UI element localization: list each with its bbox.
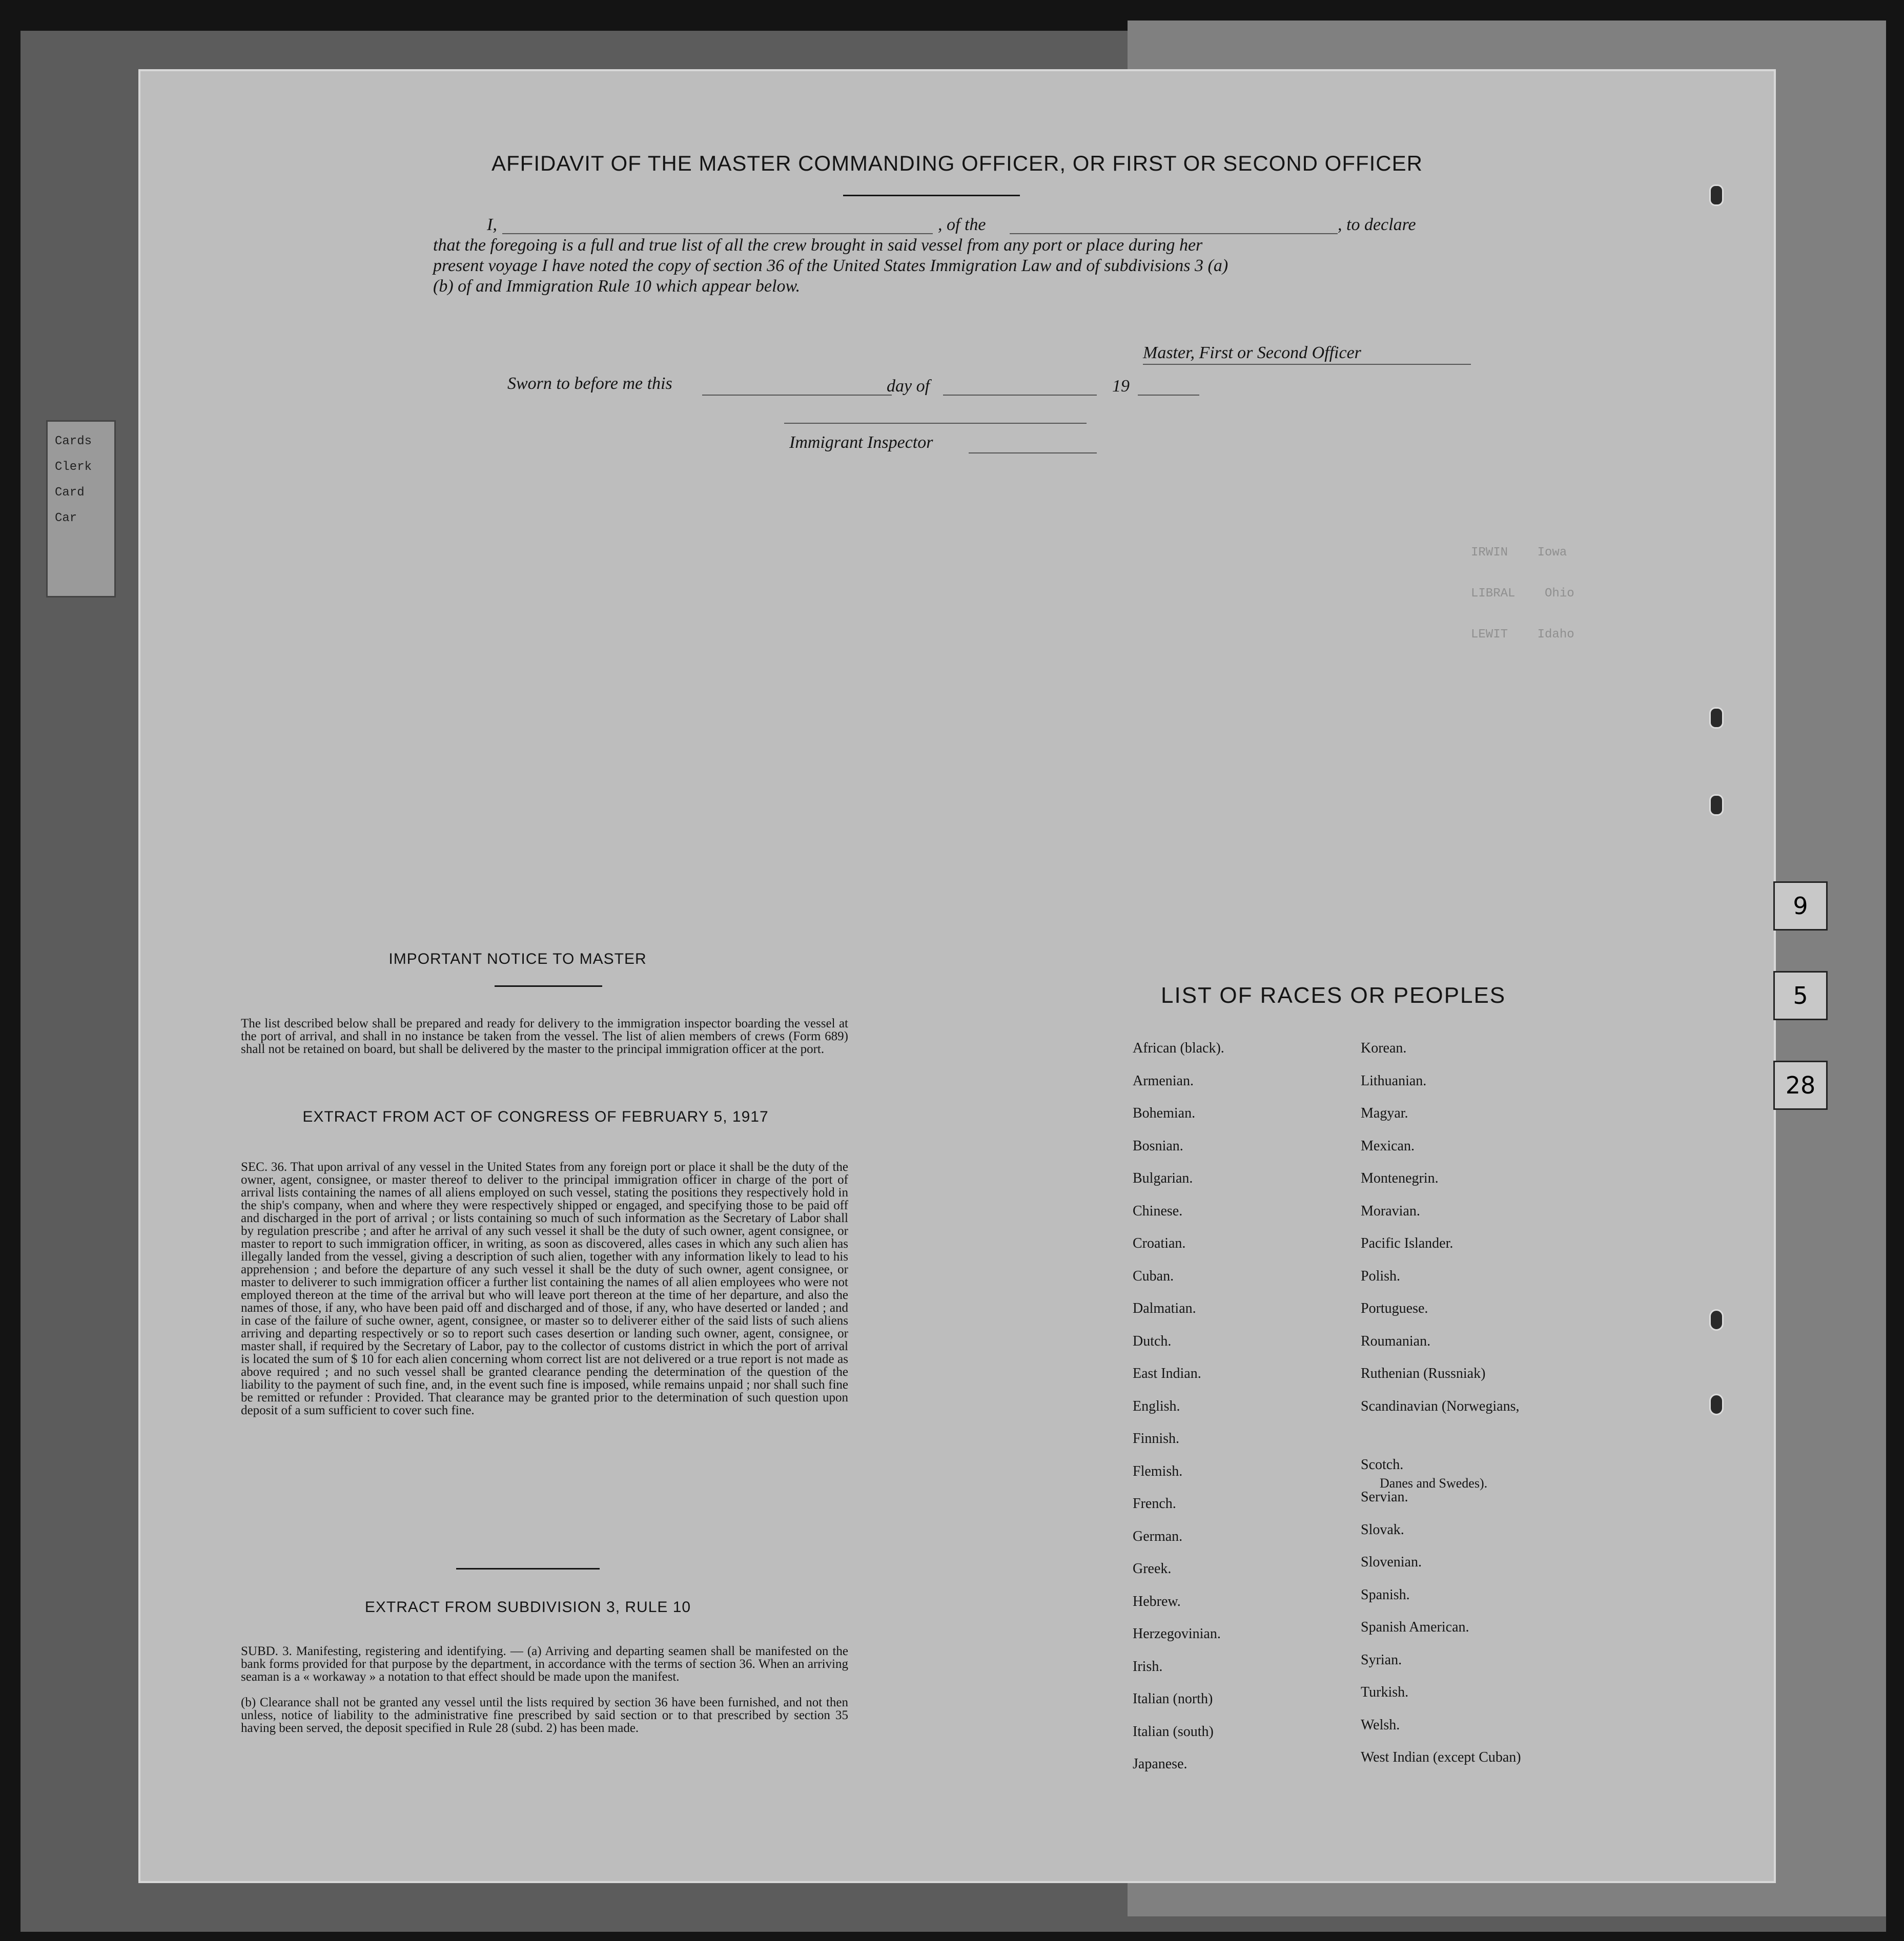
race-item: Syrian.	[1361, 1651, 1402, 1668]
race-item: French.	[1133, 1496, 1176, 1512]
race-item: Bosnian.	[1133, 1138, 1183, 1154]
race-item: Polish.	[1361, 1268, 1401, 1284]
race-item: Turkish.	[1361, 1684, 1409, 1700]
race-item: English.	[1133, 1398, 1180, 1414]
race-item: Cuban.	[1133, 1268, 1174, 1284]
inspector-label: Immigrant Inspector	[789, 433, 933, 452]
race-item: Montenegrin.	[1361, 1170, 1439, 1186]
race-item: Dalmatian.	[1133, 1300, 1196, 1316]
race-item: Armenian.	[1133, 1072, 1194, 1089]
race-item: Slovenian.	[1361, 1554, 1422, 1570]
year-prefix: 19	[1112, 377, 1130, 396]
race-item: African (black).	[1133, 1040, 1224, 1056]
punch-hole	[1709, 794, 1724, 816]
race-item: Hebrew.	[1133, 1593, 1181, 1609]
sworn-day-line[interactable]	[702, 395, 892, 396]
race-item: Ruthenian (Russniak)	[1361, 1366, 1486, 1381]
of-the-label: , of the	[938, 215, 986, 234]
race-item: Italian (south)	[1133, 1723, 1214, 1740]
races-scandinavian-cont: Danes and Swedes).	[1380, 1476, 1488, 1491]
day-of-label: day of	[887, 377, 930, 396]
punch-hole	[1709, 707, 1724, 729]
inspector-signature-line[interactable]	[784, 423, 1087, 424]
affidavit-title: AFFIDAVIT OF THE MASTER COMMANDING OFFICER, OR FIRST OR SECOND OFFICER	[492, 151, 1423, 175]
race-item: Mexican.	[1361, 1138, 1415, 1154]
to-declare-label: , to declare	[1338, 215, 1416, 234]
margin-stamp-text: Cards Clerk Card Car	[55, 435, 92, 525]
vessel-line[interactable]	[1010, 233, 1338, 234]
race-item: Bohemian.	[1133, 1105, 1196, 1121]
race-item: West Indian (except Cuban)	[1361, 1749, 1521, 1765]
race-item: Magyar.	[1361, 1105, 1408, 1121]
punch-hole	[1709, 184, 1724, 206]
race-item: Greek.	[1133, 1561, 1172, 1577]
race-item: Spanish.	[1361, 1586, 1410, 1603]
punch-hole	[1709, 1309, 1724, 1331]
extract-act-title: EXTRACT FROM ACT OF CONGRESS OF FEBRUARY 5, 1917	[302, 1108, 769, 1125]
master-signature-line[interactable]	[1143, 364, 1471, 365]
master-signature-label: Master, First or Second Officer	[1143, 343, 1361, 362]
extract-rule-text-b: (b) Clearance shall not be granted any vessel until the lists required by section 36 have been furnished, and not then unless, notice of liability to the administrative fine prescribed by said section or to that prescribed by section 35 having been served, the deposit specified in Rule 28 (subd. 2) has been made.	[241, 1696, 848, 1735]
side-number-box	[1773, 971, 1828, 1020]
ghost-text: LEWIT Idaho	[1471, 628, 1574, 642]
side-number: 28	[1785, 1071, 1816, 1099]
punch-hole	[1709, 1394, 1724, 1415]
race-item: Irish.	[1133, 1658, 1163, 1675]
race-item: Italian (north)	[1133, 1691, 1213, 1707]
ghost-text: LIBRAL Ohio	[1471, 587, 1574, 601]
race-item: Croatian.	[1133, 1235, 1186, 1251]
race-item: East Indian.	[1133, 1366, 1201, 1381]
notice-title: IMPORTANT NOTICE TO MASTER	[388, 951, 647, 967]
race-item: German.	[1133, 1528, 1183, 1544]
races-title: LIST OF RACES OR PEOPLES	[1161, 983, 1506, 1008]
race-item: Roumanian.	[1361, 1333, 1431, 1349]
side-number: 5	[1793, 982, 1808, 1009]
race-item: Flemish.	[1133, 1463, 1183, 1479]
notice-text: The list described below shall be prepared and ready for delivery to the immigration inspector boarding the vessel at the port of arrival, and shall in no instance be taken from the vessel. The list of alien members of crews (Form 689) shall not be retained on board, but shall be delivered by the master to the principal immigration officer at the port.	[241, 1017, 848, 1056]
extract-act-rule	[456, 1568, 600, 1570]
race-item: Japanese.	[1133, 1756, 1188, 1772]
race-item: Portuguese.	[1361, 1300, 1428, 1316]
sworn-label: Sworn to before me this	[507, 374, 672, 393]
race-item: Korean.	[1361, 1040, 1407, 1056]
i-label: I,	[487, 215, 497, 234]
race-item: Pacific Islander.	[1361, 1235, 1453, 1251]
name-line[interactable]	[502, 233, 933, 234]
declaration-line1: that the foregoing is a full and true list of all the crew brought in said vessel from any port or place during her	[433, 236, 1203, 255]
race-item: Welsh.	[1361, 1717, 1400, 1733]
extract-rule-text-a: SUBD. 3. Manifesting, registering and identifying. — (a) Arriving and departing seamen shall be manifested on the bank forms provided for that purpose by the department, in accordance with the terms of section 36. When an arriving seaman is a « workaway » a notation to that effect should be made upon the manifest.	[241, 1644, 848, 1684]
ghost-text: IRWIN Iowa	[1471, 546, 1567, 560]
race-item: Scotch.	[1361, 1456, 1404, 1473]
race-item: Chinese.	[1133, 1203, 1183, 1219]
extract-rule-title: EXTRACT FROM SUBDIVISION 3, RULE 10	[364, 1599, 691, 1616]
side-number-box	[1773, 881, 1828, 931]
race-item: Slovak.	[1361, 1521, 1404, 1538]
race-item: Moravian.	[1361, 1203, 1420, 1219]
race-item: Lithuanian.	[1361, 1072, 1427, 1089]
margin-stamp	[46, 420, 116, 597]
declaration-line3: (b) of and Immigration Rule 10 which appear below.	[433, 277, 801, 296]
race-item: Scandinavian (Norwegians,	[1361, 1398, 1520, 1414]
sworn-year-line[interactable]	[1138, 395, 1199, 396]
race-item: Spanish American.	[1361, 1619, 1469, 1635]
sworn-month-line[interactable]	[943, 395, 1097, 396]
extract-act-text: SEC. 36. That upon arrival of any vessel in the United States from any foreign port or place it shall be the duty of the owner, agent, consignee, or master thereof to deliver to the principal immigration officer in charge of the port of arrival lists containing the names of all aliens employed on such vessel, stating the positions they respectively hold in the ship's company, when and where they were respectively shipped or engaged, and specifying those to be paid off and discharged in the port of arrival ; or lists containing so much of such information as the Secretary of Labor shall by regulation prescribe ; and after he arrival of any such vessel it shall be the duty of such owner, agent consignee, or master to report to such immigration officer, in writing, as soon as discovered, alles cases in which any such alien has illegally landed from the vessel, giving a description of such alien, together with any information likely to lead to his apprehension ; and before the departure of any such vessel it shall be the duty of such owner, agent consignee, or master to deliverer to such immigration officer a further list containing the names of all alien employees who were not employed thereon at the time of the arrival but who will leave port thereon at the time of her departure, and also the names of those, if any, who have been paid off and discharged and of those, if any, who have deserted or landed ; and in case of the failure of suche owner, agent, consignee, or master so to deliverer either of the said lists of such aliens arriving and departing respectively or so to report such cases desertion or landing such owner, agent, consignee, or master shall, if required by the Secretary of Labor, pay to the collector of customs district in which the port of arrival is located the sum of $ 10 for each alien concerning whom correct list are not delivered or a true report is not made as above required ; and no such vessel shall be granted clearance pending the determination of the question of the liability to the payment of such fine, and, in the event such fine is imposed, while remains unpaid ; nor shall such fine be remitted or refunder : Provided. That clearance may be granted prior to the determination of such question upon deposit of a sum sufficient to cover such fine.	[241, 1160, 848, 1417]
race-item: Herzegovinian.	[1133, 1626, 1221, 1642]
manifest-page	[138, 69, 1776, 1883]
notice-rule	[495, 985, 602, 987]
title-rule	[843, 195, 1020, 196]
race-item: Bulgarian.	[1133, 1170, 1193, 1186]
side-number-box	[1773, 1061, 1828, 1110]
declaration-line2: present voyage I have noted the copy of section 36 of the United States Immigration Law and of subdivisions 3 (a)	[433, 256, 1229, 275]
side-number: 9	[1793, 892, 1808, 920]
inspector-extra-line	[969, 452, 1097, 453]
race-item: Dutch.	[1133, 1333, 1172, 1349]
race-item: Finnish.	[1133, 1431, 1180, 1447]
race-item: Servian.	[1361, 1489, 1408, 1505]
